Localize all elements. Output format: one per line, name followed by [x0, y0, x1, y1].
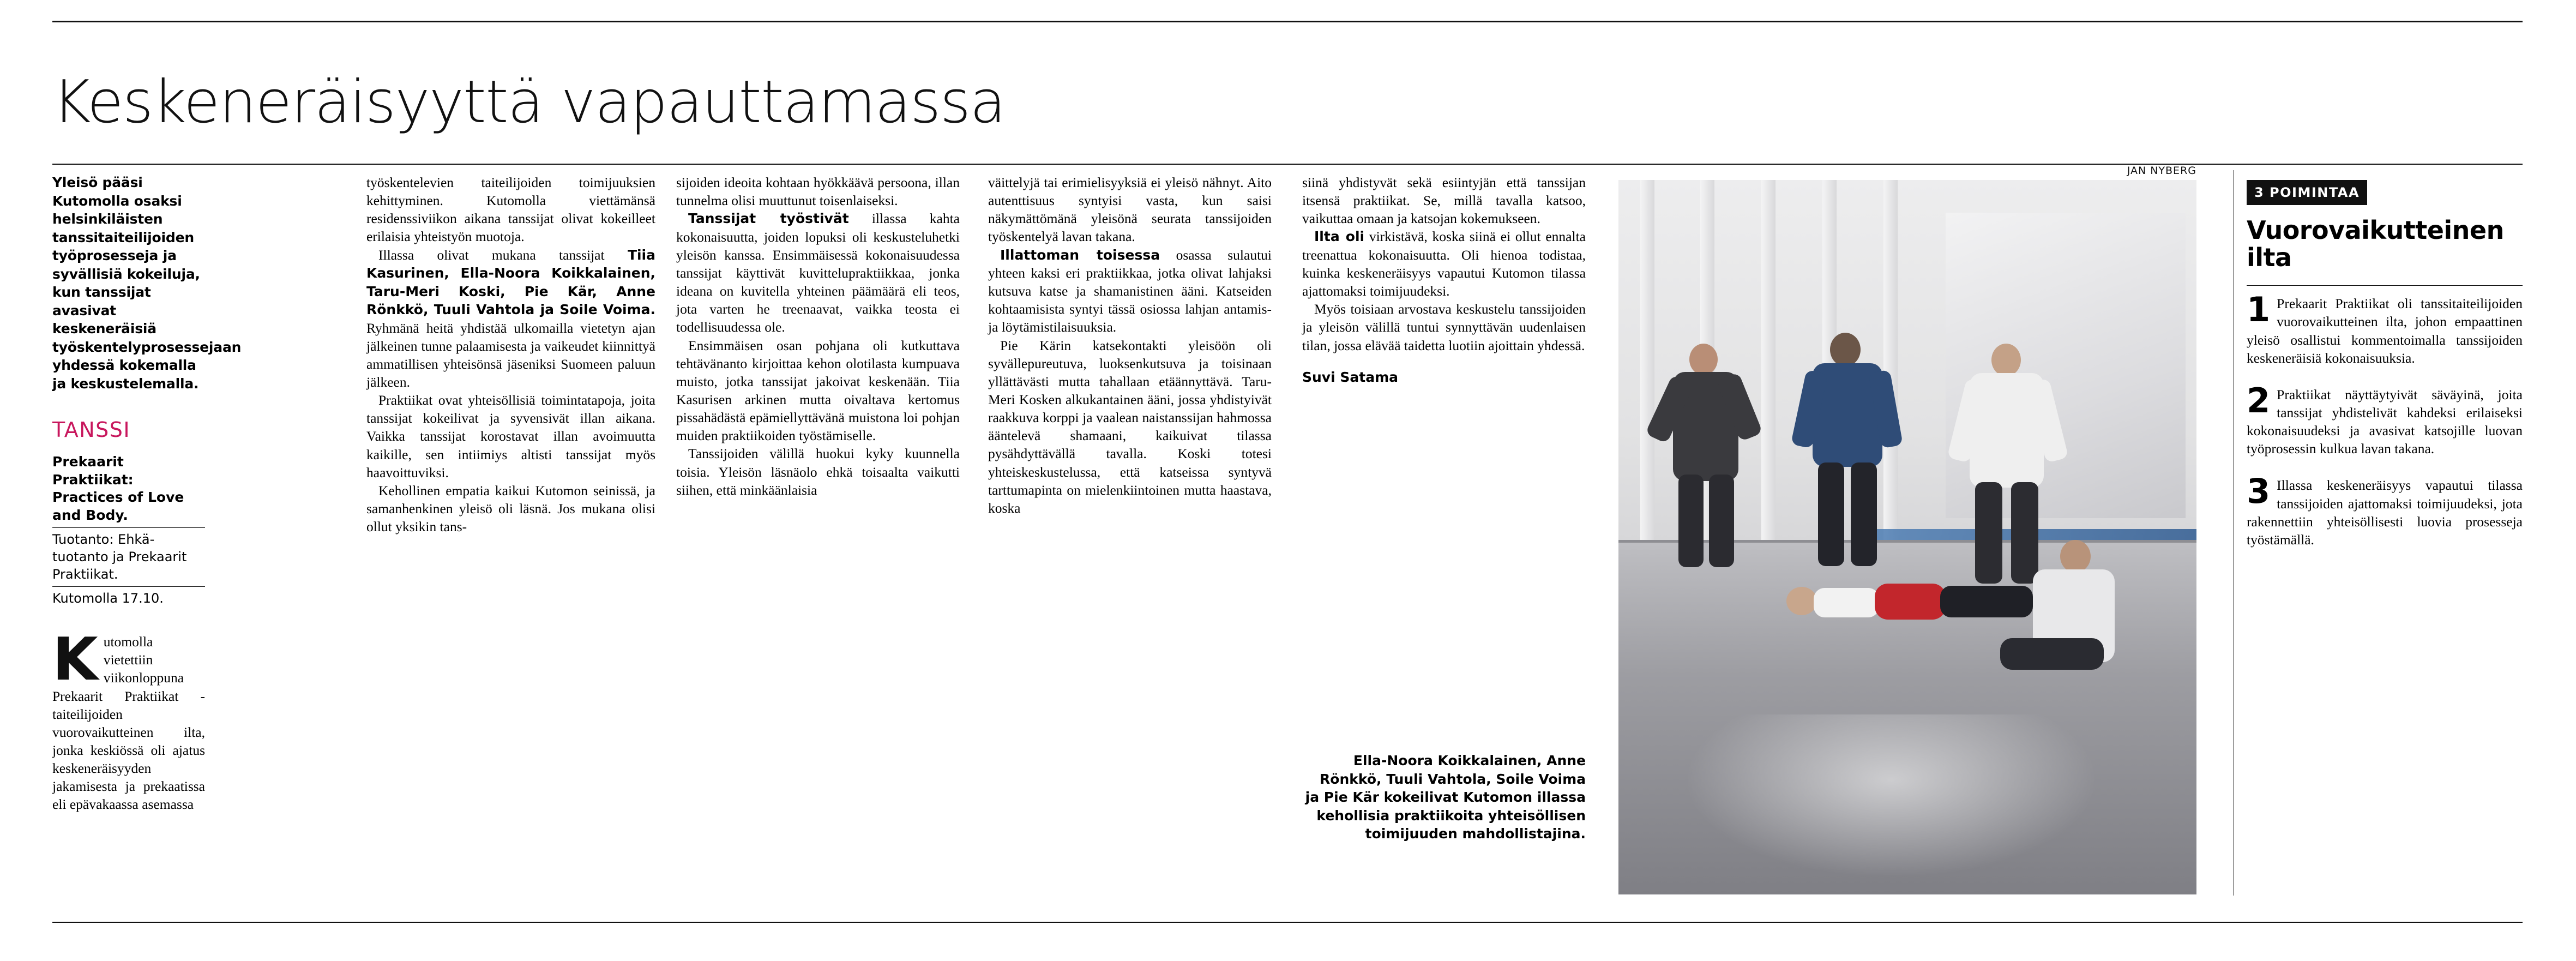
list-item	[2247, 380, 2523, 458]
paragraph-lead-in: Illattoman toisessa	[1000, 247, 1160, 263]
photo-caption: Ella-Noora Koikkalainen, Anne Rönkkö, Tuuli Vahtola, Soile Voima ja Pie Kär kokeilivat Kutomon illassa kehollisia praktiikoita yhteisöllisen toimijuuden mahdollistajina.	[1305, 753, 1586, 842]
dancer-figure	[1798, 333, 1902, 573]
paragraph-text: illassa kahta kokonaisuutta, joiden lopuksi oli keskusteluhetki yleisön kanssa. Ensimmäisessä kokonaisuudessa tanssijat käyttivät kuvittelupraktiikkaa, jonka ideana on kuvitella yhteinen päämäärä eli teos, jota varten he treenaavat, vaikka teosta ei todellisuudessa ole.	[676, 211, 960, 335]
list-item-text: Praktiikat näyttäytyivät säväyinä, joita tanssijat yhdistelivät kahdeksi erilaiseksi kokonaisuudeksi ja avasivat katsojille luovan työprosessin kulkua lavan takana.	[2247, 386, 2523, 457]
column-1	[52, 173, 242, 813]
paragraph-text: Illassa olivat mukana tanssijat	[378, 247, 628, 263]
top-rule	[52, 21, 2523, 22]
drop-cap: K	[52, 626, 98, 694]
column-2	[366, 173, 655, 536]
author-byline: Suvi Satama	[1302, 369, 1398, 385]
paragraph: Ensimmäisen osan pohjana oli kutkuttava tehtävänanto kirjoittaa kehon olotilasta kumpuava muisto, jotka tanssijat jakoivat keskenään. Tiia Kasurisen arkinen mutta oivaltava kertomus pissahädästä epämiellyttävänä muistona loi pohjan muiden praktiikoiden työstämiselle.	[676, 337, 960, 444]
paragraph	[366, 246, 655, 392]
section-label: TANSSI	[52, 418, 131, 442]
list-item-number: 3	[2247, 471, 2271, 512]
list-item-text: Illassa keskeneräisyys vapautui tilassa tanssijoiden ajattomaksi toimijuudeksi, jota rakennettiin yhteisöllisesti luovia prosesseja työstämällä.	[2247, 477, 2523, 548]
paragraph: työskentelevien taiteilijoiden toimijuuksien kehittyminen. Kutomolla viettämänsä residenssiviikon aikana tanssijat olivat kokeilleet erilaisia yhteistyön muotoja.	[366, 175, 655, 245]
page-title: Keskeneräisyyttä vapauttamassa	[52, 68, 1006, 137]
fact-box-line-1: Tuotanto: Ehkä-tuotanto ja Prekaarit Praktiikat.	[52, 527, 205, 586]
fact-box-line-2: Kutomolla 17.10.	[52, 586, 205, 611]
paragraph: Tanssijoiden välillä huokui kyky kuunnella toisia. Yleisön läsnäolo ehkä toisaalta vaikutti siihen, että minkäänlaisia	[676, 446, 960, 498]
paragraph	[1302, 227, 1586, 300]
paragraph-text: osassa sulautui yhteen kaksi eri praktiikkaa, jotka olivat lahjaksi kutsuva katse ja shamanistinen ääni. Katseiden kohtaamisista syntyi tässä osiossa lahjan antamis- ja löytämistilaisuuksia.	[988, 247, 1272, 335]
list-item	[2247, 471, 2523, 549]
list-item-text: Prekaarit Praktiikat oli tanssitaiteilijoiden vuorovaikutteinen ilta, johon empaattinen yleisö osallistui kommentoimalla tanssijoiden keskeneräisiä kokonaisuuksia.	[2247, 296, 2523, 366]
list-item-number: 1	[2247, 290, 2271, 330]
list-item-number: 2	[2247, 380, 2271, 421]
divider	[2247, 285, 2523, 286]
paragraph-lead-in: Tanssijat työstivät	[688, 211, 849, 227]
lead-paragraph-text: utomolla vietettiin viikonloppuna Prekaarit Praktiikat -taiteilijoiden vuorovaikutteinen ilta, jonka keskiössä oli ajatus keskeneräisyyden jakamisesta ja prekaatissa eli epävakaassa asemassa	[52, 634, 205, 813]
paragraph: siinä yhdistyvät sekä esiintyjän että tanssijan itsensä praktiikat. Se, millä tavalla katsoo, vaikuttaa omaan ja katsojan kokemukseen.	[1302, 175, 1586, 227]
paragraph-text: Ryhmänä heitä yhdistää ulkomailla vietetyn ajan jälkeinen tunne palaamisesta ja vaikeudet kiinnittyä ammatillisen yhteisönsä jäseniksi Suomeen paluun jälkeen.	[366, 320, 655, 390]
paragraph: Myös toisiaan arvostava keskustelu tanssijoiden ja yleisön välillä tuntui synnyttävän uudenlaisen tilan, jossa elävää taidetta luotiin ajoittain yhdessä.	[1302, 301, 1586, 353]
paragraph-text: virkistävä, koska siinä ei ollut ennalta treenattua kokonaisuutta. Oli hienoa todistaa, kuinka keskeneräisyys vapautui Kutomon tilassa ajattomaksi toimijuudeksi.	[1302, 229, 1586, 299]
fact-box-title: Prekaarit Praktiikat: Practices of Love and Body.	[52, 454, 184, 523]
paragraph: Pie Kärin katsekontakti yleisöön oli syvällepureutuva, luoksenkutsuva ja toisinaan yllättävästi mutta tahallaan etäännyttävä. Taru-Meri Kosken alkukantainen ääni, jossa yhdistyivät raakkuva korppi ja vaalean naistanssijan hahmossa ääntelevä shamaani, kaikuivat tilassa pysähdyttävällä tavalla. Koski totesi yhteiskeskustelussa, että katseissa syntyvä tarttumapinta on mielenkiintoinen mutta haastava, koska	[988, 337, 1272, 516]
paragraph	[676, 209, 960, 336]
bottom-rule	[52, 922, 2523, 923]
list-item	[2247, 290, 2523, 367]
paragraph: Praktiikat ovat yhteisöllisiä toimintatapoja, joita tanssijat kokeilivat ja syvensivät illan aikana. Vaikka tanssijat korostavat illan avoimuutta kaikille, sen intiimiys altisti tanssijat myös haavoittuviksi.	[366, 392, 655, 480]
photograph	[1618, 180, 2196, 894]
lead-paragraph	[52, 626, 205, 813]
paragraph: väittelyjä tai erimielisyyksiä ei yleisö nähnyt. Aito autenttisuus syntyisi vasta, kun saisi näkymättömänä yleisönä seurata tanssijoiden työskentelyä lavan takana.	[988, 175, 1272, 245]
column-4	[988, 173, 1272, 517]
photo-credit: JAN NYBERG	[2127, 165, 2196, 177]
paragraph: Kehollinen empatia kaikui Kutomon seinissä, ja samanhenkinen yleisö oli läsnä. Jos mukana olisi ollut yksikin tans-	[366, 482, 655, 535]
photo-figure	[1618, 165, 2196, 894]
standfirst: Yleisö pääsi Kutomolla osaksi helsinkiläisten tanssitaiteilijoiden työprosesseja ja syvällisiä kokeiluja, kun tanssijat avasivat keskeneräisiä työskentelyprosessejaan yhdessä kokemalla ja keskustelemalla.	[52, 175, 242, 392]
column-3	[676, 173, 960, 499]
sidebar-highlights	[2247, 180, 2523, 567]
paragraph-lead-in: Ilta oli	[1314, 229, 1365, 245]
rail-title: Vuorovaikutteinen ilta	[2247, 215, 2504, 272]
dancer-figure	[1657, 344, 1766, 573]
paragraph	[988, 246, 1272, 337]
column-5	[1302, 173, 1586, 386]
paragraph: sijoiden ideoita kohtaan hyökkäävä persoona, illan tunnelma olisi muuttunut toisenlaiseksi.	[676, 175, 960, 209]
dancer-names: Tiia Kasurinen, Ella-Noora Koikkalainen, Taru-Meri Koski, Pie Kär, Anne Rönkkö, Tuuli Vahtola ja Soile Voima.	[366, 247, 655, 318]
dancer-figure	[1995, 540, 2147, 704]
status-badge: 3 POIMINTAA	[2247, 180, 2367, 205]
